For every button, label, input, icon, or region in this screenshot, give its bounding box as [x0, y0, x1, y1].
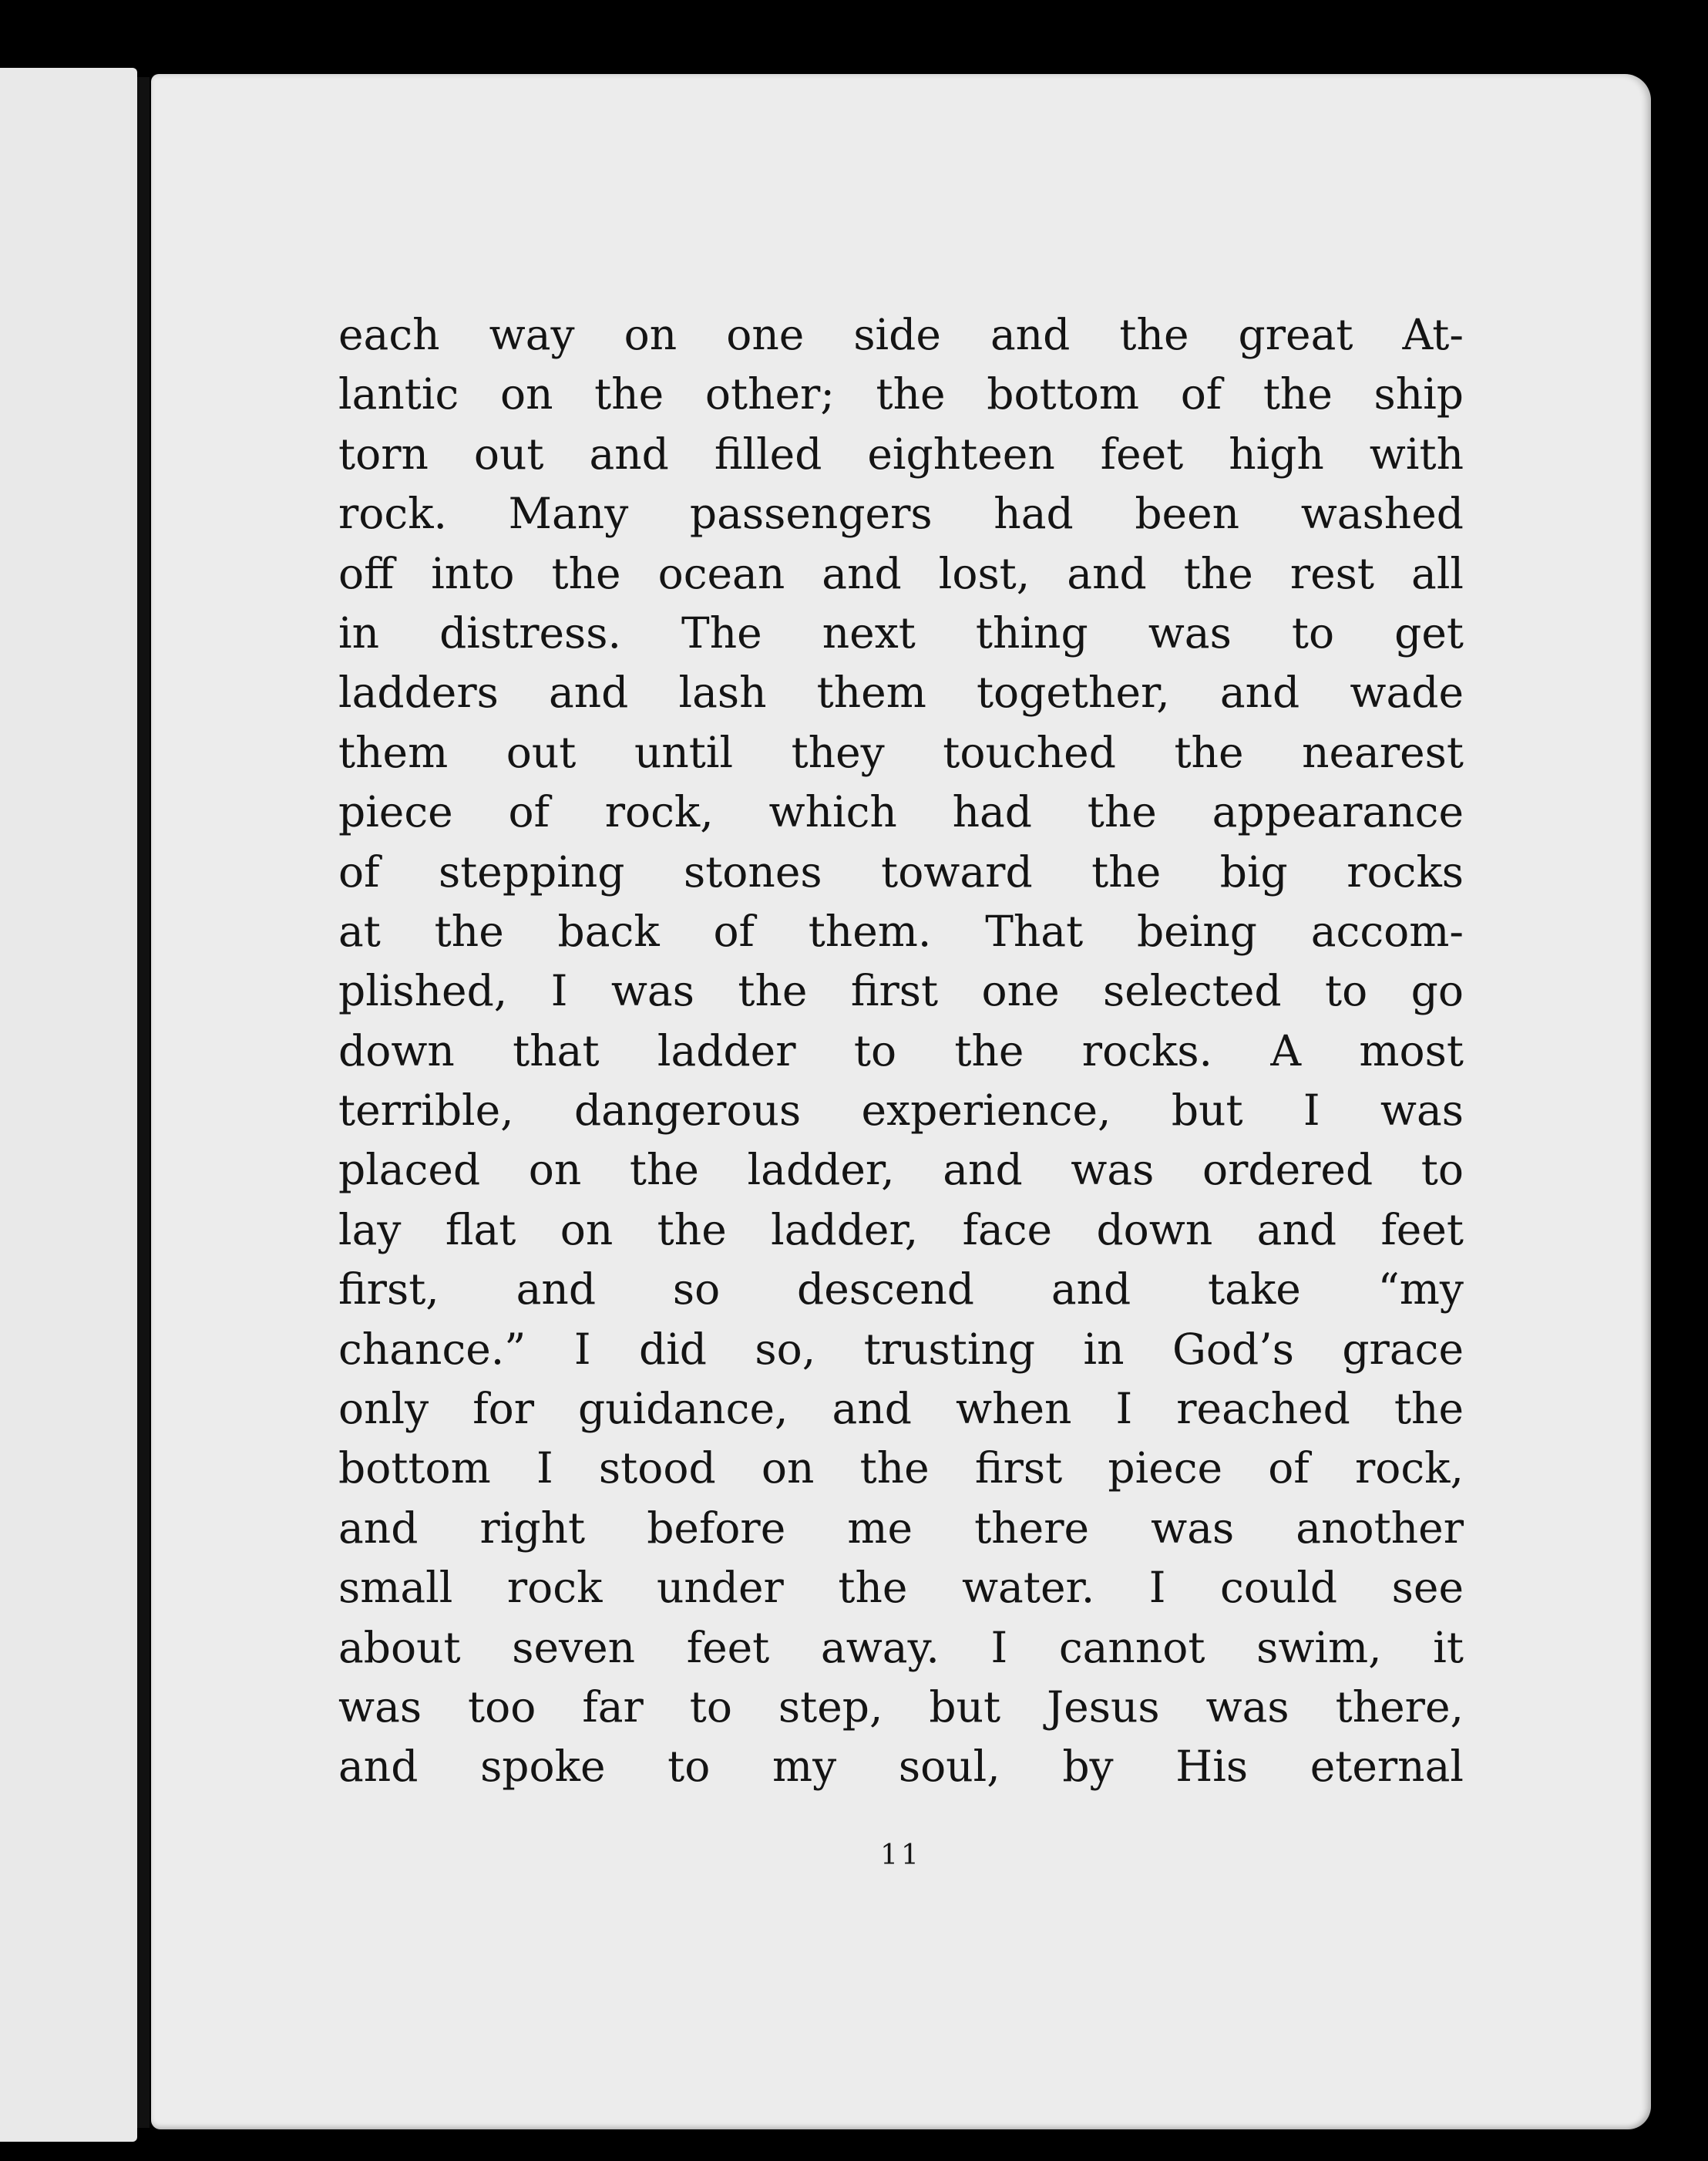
text-line: only for guidance, and when I reached the — [338, 1384, 1464, 1434]
text-line: lay flat on the ladder, face down and feet — [338, 1204, 1464, 1254]
text-line: about seven feet away. I cannot swim, it — [338, 1622, 1464, 1672]
text-line: off into the ocean and lost, and the rest all — [338, 548, 1464, 598]
text-line: ladders and lash them together, and wade — [338, 668, 1464, 718]
text-line: chance.” I did so, trusting in God’s grace — [338, 1324, 1464, 1374]
text-line: bottom I stood on the first piece of rock, — [338, 1443, 1464, 1493]
text-line: small rock under the water. I could see — [338, 1563, 1464, 1613]
text-line: terrible, dangerous experience, but I was — [338, 1086, 1464, 1136]
text-line: placed on the ladder, and was ordered to — [338, 1145, 1464, 1195]
body-text — [338, 305, 1464, 1797]
text-line: torn out and filled eighteen feet high with — [338, 429, 1464, 479]
text-line: was too far to step, but Jesus was there, — [338, 1681, 1464, 1732]
text-line: of stepping stones toward the big rocks — [338, 847, 1464, 897]
text-line: at the back of them. That being accom- — [338, 906, 1464, 956]
text-line: in distress. The next thing was to get — [338, 608, 1464, 658]
text-line: lantic on the other; the bottom of the ship — [338, 369, 1464, 419]
page-number: 11 — [880, 1840, 922, 1871]
book-gutter — [137, 77, 150, 2128]
text-line: and spoke to my soul, by His eternal — [338, 1742, 1464, 1792]
text-line: piece of rock, which had the appearance — [338, 787, 1464, 837]
text-line: and right before me there was another — [338, 1503, 1464, 1553]
text-line: down that ladder to the rocks. A most — [338, 1025, 1464, 1075]
text-line: rock. Many passengers had been washed — [338, 489, 1464, 539]
text-line: each way on one side and the great At- — [338, 310, 1464, 359]
text-line: plished, I was the first one selected to go — [338, 966, 1464, 1016]
text-line: first, and so descend and take “my — [338, 1264, 1464, 1314]
book-page — [151, 74, 1651, 2129]
text-line: them out until they touched the nearest — [338, 727, 1464, 777]
facing-page-edge — [0, 68, 137, 2142]
